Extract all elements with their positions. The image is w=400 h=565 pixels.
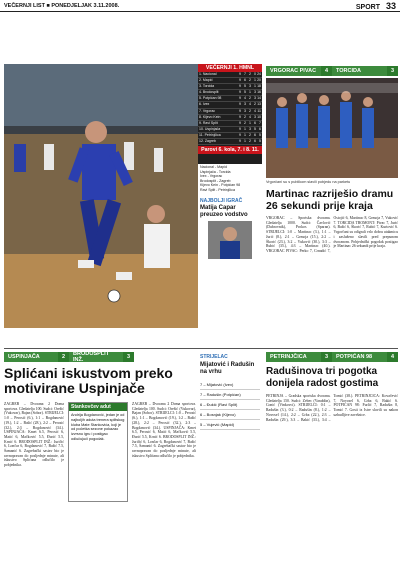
team-name: 2. Mapid: [199, 78, 213, 83]
stat-cell: 16: [257, 90, 261, 95]
page-number: 33: [385, 1, 396, 11]
stat-cell: 1: [244, 126, 246, 131]
team-name: 4. Brodosplit: [199, 90, 219, 95]
vrgorac-result-bar: VRGORAC PIVAC 4 TORCIDA 3: [266, 66, 398, 76]
box-title: Stankovčev adut: [69, 403, 127, 411]
schedule-line: Nacional - Mapid: [200, 165, 227, 169]
scorer-item: 6 – Bosnjak (Kijevo): [200, 410, 260, 420]
stat-cell: 3: [254, 90, 256, 95]
stat-cell: 3: [244, 102, 246, 107]
box-body: Andrija Bogdanović, jedan je od najboljih aduta trenera splitskog kluba Mate Stankovića, koji je od početka sezone pokazao izvrsnu igru i postigao odlučujući pogodak.: [71, 413, 125, 441]
stat-cell: 0: [254, 72, 256, 76]
uspinjaca-body-cont: ZAGREB – Dvorana 2 Doma sportova. Gledatelja 100. Sudci: Orešić (Vukovar), Bajan (Sobor). STRIJELCI: 1:0 – Perosić (6.), 1:1 – Bogdanović (19.), 1:2 – Bašić (28.), 2:2 – Perosić (32.), 2:3 – Bogdanović (34.). USPINJAČA: Kmet 6.5, Perosić 6, Matić 6, Mačković 5.5, Đurić 5.5, Krnić 6. BRODOSPLIT INŽ.: Juričić 6, Lončar 6, Bogdanović 7, Bašić 7.5, Šamanić 6. Zagrebački sastav bio je ravnopravan do posljednje minute, ali iskustvo Splićana odlučilo je pobjednika.: [132, 402, 196, 458]
standings-title: VEČERNJI 1. HMNL: [198, 64, 262, 72]
team-name: 6. Ivex: [199, 102, 210, 107]
team-name: 10. Uspinjača: [199, 126, 221, 131]
stat-cell: 2: [244, 120, 246, 125]
stat-cell: 7: [244, 72, 246, 76]
petrinjcica-headline: Radušinova tri pogotka donijela radost gostima: [266, 366, 379, 389]
scorer-item: 5 – Vujević (Mapid): [200, 420, 260, 430]
stat-cell: 3: [254, 96, 256, 101]
stat-cell: 2: [249, 72, 251, 76]
stat-cell: 2: [254, 102, 256, 107]
stat-cell: 24: [257, 72, 261, 76]
stat-cell: 9: [239, 102, 241, 107]
stat-cell: 2: [249, 139, 251, 144]
stat-cell: 5: [259, 132, 261, 137]
stat-cell: 9: [239, 90, 241, 95]
stat-cell: 2: [249, 108, 251, 113]
stat-cell: 6: [254, 120, 256, 125]
stat-cell: 3: [249, 84, 251, 89]
stat-cell: 1: [244, 132, 246, 137]
scorers-box: [198, 352, 262, 562]
stat-cell: 11: [257, 108, 261, 113]
stat-cell: 9: [239, 139, 241, 144]
stat-cell: 5: [244, 84, 246, 89]
stat-cell: 1: [254, 78, 256, 83]
schedule-line: Ivex - Vrgorac: [200, 174, 223, 179]
stat-cell: 2: [244, 114, 246, 119]
team-name: 1. Nacional: [199, 72, 217, 76]
best-player-label: NAJBOLJI IGRAČ: [200, 198, 243, 204]
stat-cell: 9: [239, 78, 241, 83]
scorer-item: 7 – Radušin (Potpićan): [200, 390, 260, 400]
main-photo: [4, 64, 198, 328]
stat-cell: 3: [244, 108, 246, 113]
page-folio: VEČERNJI LIST ■ PONEDJELJAK 3.11.2008.: [4, 3, 120, 9]
team-name: 5. Potpićan 98: [199, 96, 222, 101]
best-player-box: [198, 196, 262, 292]
schedule-line: Brodosplit - Zagreb: [200, 178, 231, 183]
stat-cell: 9: [239, 72, 241, 76]
petrinjcica-result-bar: PETRINJČICA 3 POTPIĆAN 98 4: [266, 352, 398, 362]
stat-cell: 4: [244, 96, 246, 101]
schedule-list: [198, 164, 262, 194]
schedule-line: Ravi Split - Petrinjčica: [200, 187, 235, 192]
stat-cell: 18: [257, 84, 261, 89]
scorers-label: STRIJELAC: [200, 354, 228, 360]
stat-cell: 4: [249, 102, 251, 107]
team-name: 12. Zagreb: [199, 139, 216, 144]
stat-cell: 4: [254, 108, 256, 113]
stat-cell: 10: [257, 114, 261, 119]
uspinjaca-headline: Splićani iskustvom preko motivirane Uspinjače: [4, 365, 173, 396]
section-title: SPORT 33: [355, 1, 396, 11]
scorers-title: Mijatović i Radušin na vrhu: [200, 362, 255, 375]
uspinjaca-box: [68, 402, 128, 502]
stat-cell: 6: [259, 126, 261, 131]
vrgorac-caption: Vrgorčani su s publikom slavili pobjedu na parketu: [266, 180, 351, 184]
stat-cell: 2: [249, 78, 251, 83]
team-name: 8. Kijevo Kein: [199, 114, 221, 119]
stat-cell: 13: [257, 102, 261, 107]
standings-table: [198, 64, 262, 164]
stat-cell: 1: [249, 120, 251, 125]
stat-cell: 5: [244, 90, 246, 95]
uspinjaca-body: ZAGREB – Dvorana 2 Doma sportova. Gledatelja 100. Sudci: Orešić (Vukovar), Bajan (Sobor). STRIJELCI: 1:0 – Perosić (6.), 1:1 – Bogdanović (19.), 1:2 – Bašić (28.), 2:2 – Perosić (32.), 2:3 – Bogdanović (34.). USPINJAČA: Kmet 6.5, Perosić 6, Matić 6, Mačković 5.5, Đurić 5.5, Krnić 6. BRODOSPLIT INŽ.: Juričić 6, Lončar 6, Bogdanović 7, Bašić 7.5, Šamanić 6. Zagrebački sastav bio je ravnopravan do posljednje minute, ali iskustvo Splićana odlučilo je pobjednika.: [4, 402, 64, 468]
stat-cell: 3: [249, 126, 251, 131]
team-name: 11. Petrinjčica: [199, 132, 221, 137]
next-round-title: Parovi 6. kola, 7. i 8. 11.: [198, 146, 262, 154]
stat-cell: 9: [239, 120, 241, 125]
stat-cell: 2: [249, 132, 251, 137]
stat-cell: 2: [249, 96, 251, 101]
vrgorac-headline: Martinac razriješio dramu 26 sekundi prije kraja: [266, 188, 394, 212]
petrinjcica-body: PETRINJA – Gradska sportska dvorana. Gledatelja 150. Sudci: Zebec (Varaždin), Conić (Vinkovci). STRIJELCI: 0:1 – Radušin (3.), 0:2 – Radušin (8.), 1:2 – Novosel (14.), 2:2 – Grba (22.), 2:3 – Radušin (29.), 3:3 – Bakić (33.), 3:4 – Tomić (38.). PETRINJČICA: Kovačević 7, Novosel 6, Grba 6, Bakić 6. POTPIĆAN 98: Furlić 7, Radušin 8, Tomić 7. Gosti iz Istre slavili su nakon uzbudljive završnice.: [266, 394, 398, 422]
stat-cell: 9: [239, 96, 241, 101]
stat-cell: 4: [249, 114, 251, 119]
team-name: 3. Torcida: [199, 84, 215, 89]
stat-cell: 6: [244, 78, 246, 83]
stat-cell: 6: [254, 132, 256, 137]
scorer-item: 6 – Đukić (Ravi Split): [200, 400, 260, 410]
stat-cell: 9: [239, 84, 241, 89]
stat-cell: 5: [254, 126, 256, 131]
best-player-title: Matija Capar preuzeo vodstvo: [200, 205, 248, 218]
page-header: [0, 0, 400, 12]
stat-cell: 1: [254, 84, 256, 89]
vrgorac-body: VRGORAC – Sportska dvorana. Gledatelja 1000. Sudci: Čavlović (Dubrovnik), Prokos (Sparan). STRIJELCI: 1:0 – Martinac (3.), 1:1 – Jurić (8.), 2:1 – Grmoja (15.), 2:2 – Škorić (23.), 3:2 – Vuković (30.), 3:3 – Rubić (35.), 4:3 – Martinac (40.). VRGORAC PIVAC: Perko 7, Crnadić 7, Ostojić 6, Martinac 8, Grmoja 7, Vuković 7. TORCIDA TROMONT: Pivac 7, Jurić 6, Bašić 6, Škorić 7, Rubić 7, Kurtović 6. Vrgorčani su odigrali vrlo dobru utakmicu i zasluženo slavili pred prepunom dvoranom. Pobjednički pogodak postigao je Martinac 26 sekundi prije kraja.: [266, 216, 398, 253]
stat-cell: 3: [254, 114, 256, 119]
team-name: 9. Ravi Split: [199, 120, 218, 125]
stat-cell: 6: [254, 139, 256, 144]
schedule-line: Kijevo Kein - Potpićan 98: [200, 183, 241, 188]
stat-cell: 9: [239, 108, 241, 113]
schedule-line: Uspinjača - Torcida: [200, 169, 231, 174]
stat-cell: 5: [259, 139, 261, 144]
best-player-photo: [208, 221, 252, 259]
scorer-item: 7 – Mijatović (Ivex): [200, 380, 260, 390]
uspinjaca-result-bar: USPINJAČA 2 BRODOSPLIT INŽ. 3: [4, 352, 134, 362]
vrgorac-photo: [266, 78, 398, 178]
stat-cell: 14: [257, 96, 261, 101]
stat-cell: 1: [244, 139, 246, 144]
stat-cell: 9: [239, 126, 241, 131]
section-divider: [4, 348, 398, 349]
stat-cell: 9: [239, 132, 241, 137]
stat-cell: 7: [259, 120, 261, 125]
stat-cell: 9: [239, 114, 241, 119]
stat-cell: 1: [249, 90, 251, 95]
team-name: 7. Vrgorac: [199, 108, 216, 113]
stat-cell: 20: [257, 78, 261, 83]
standings-row: [198, 139, 262, 145]
